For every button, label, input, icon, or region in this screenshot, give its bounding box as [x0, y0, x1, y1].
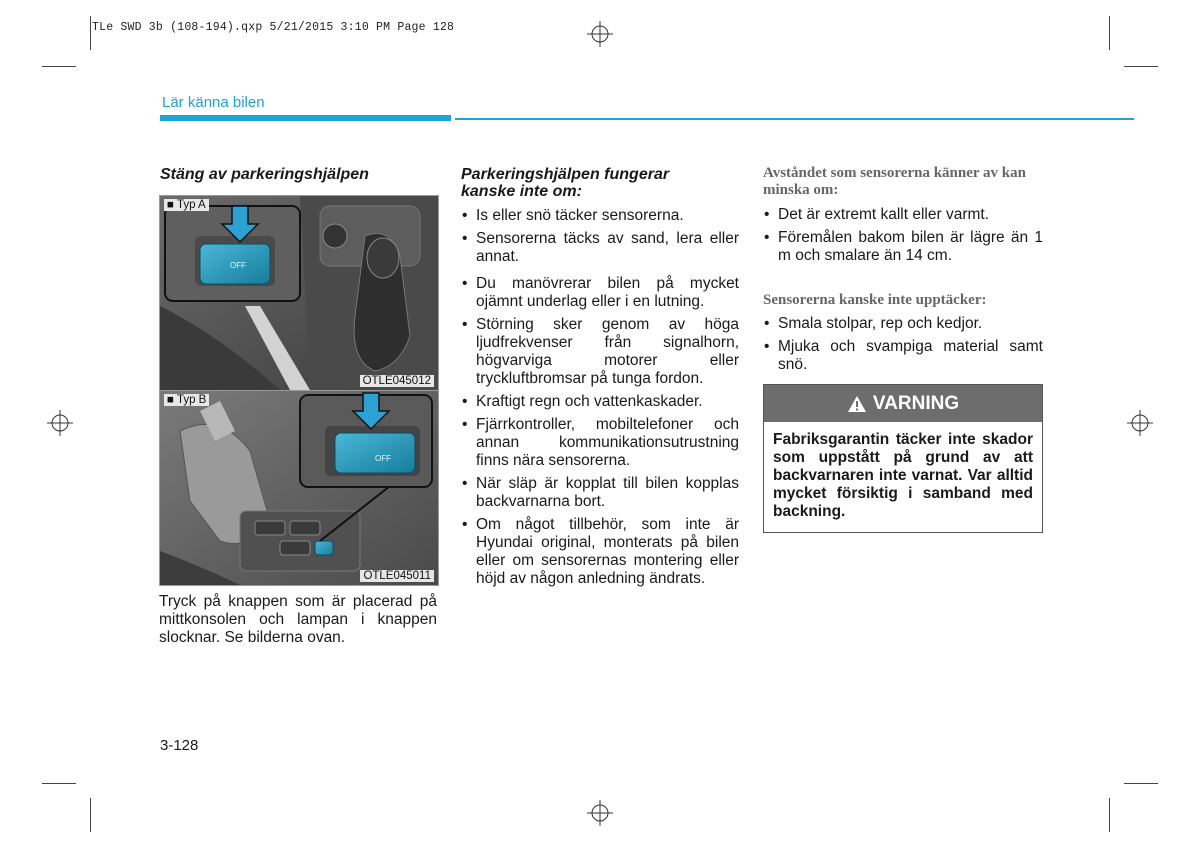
figure-label: ■ Typ A — [164, 199, 209, 211]
warning-box — [763, 384, 1043, 533]
console-illustration-b — [160, 391, 438, 585]
button-off-label: OFF — [375, 454, 391, 463]
list-item: • Det är extremt kallt eller varmt. — [763, 206, 1043, 224]
warning-title: VARNING — [872, 392, 960, 414]
registration-mark-icon — [587, 800, 613, 826]
column3-heading1: Avståndet som sensorerna känner av kan minska om: — [763, 165, 1026, 198]
crop-mark — [1109, 798, 1110, 832]
list-item: • Om något tillbehör, som inte är Hyundai original, monterats på bilen eller om sensorernas montering eller höjd av någon anledning ändrats. — [461, 516, 739, 588]
list-item: • Is eller snö täcker sensorerna. — [461, 207, 739, 225]
list-item: • Föremålen bakom bilen är lägre än 1 m och smalare än 14 cm. — [763, 229, 1043, 265]
list-item: • När släp är kopplat till bilen kopplas backvarnarna bort. — [461, 475, 739, 511]
figure-type-a — [159, 195, 439, 391]
warning-header — [764, 385, 1042, 422]
list-item: • Sensorerna täcks av sand, lera eller annat. — [461, 230, 739, 266]
column1-heading: Stäng av parkeringshjälpen — [160, 166, 369, 183]
button-off-label: OFF — [230, 261, 246, 270]
warning-triangle-icon — [847, 395, 867, 413]
column3-list1 — [763, 206, 1043, 270]
list-item: • Kraftigt regn och vattenkaskader. — [461, 393, 739, 411]
crop-mark — [42, 783, 76, 784]
console-illustration-a — [160, 196, 438, 390]
column2-list — [461, 207, 739, 593]
list-item: • Fjärrkontroller, mobiltelefoner och annan kommunikationsutrustning finns nära sensorerna. — [461, 416, 739, 470]
crop-mark — [1124, 783, 1158, 784]
header-rule-thick — [160, 115, 451, 121]
page-number: 3-128 — [160, 737, 199, 754]
list-item: • Smala stolpar, rep och kedjor. — [763, 315, 1043, 333]
figure-type-b — [159, 390, 439, 586]
crop-mark — [90, 16, 91, 50]
figure-a-label: Typ A — [176, 199, 206, 211]
registration-mark-icon — [1127, 410, 1153, 436]
crop-mark — [1109, 16, 1110, 50]
crop-mark — [90, 798, 91, 832]
list-item: • Mjuka och svampiga material samt snö. — [763, 338, 1043, 374]
registration-mark-icon — [47, 410, 73, 436]
list-item: • Du manövrerar bilen på mycket ojämnt underlag eller i en lutning. — [461, 275, 739, 311]
column3-list2 — [763, 315, 1043, 379]
column2-heading: Parkeringshjälpen fungerar kanske inte om: — [461, 166, 670, 200]
crop-mark — [1124, 66, 1158, 67]
crop-mark — [42, 66, 76, 67]
figure-code: OTLE045011 — [360, 570, 434, 582]
warning-text: Fabriksgarantin täcker inte skador som uppstått på grund av att backvarnaren inte varnat. Var alltid mycket försiktig i samband med backning. — [773, 431, 1033, 520]
figure-b-label: Typ B — [176, 394, 207, 406]
column1-body: Tryck på knappen som är placerad på mittkonsolen och lampan i knappen slocknar. Se bilderna ovan. — [159, 593, 437, 646]
figure-code: OTLE045012 — [360, 375, 434, 387]
registration-mark-icon — [587, 21, 613, 47]
list-item: • Störning sker genom av höga ljudfrekvenser från signalhorn, högvarviga motorer eller tryckluftbromsar på tunga fordon. — [461, 316, 739, 388]
column3-heading2: Sensorerna kanske inte upptäcker: — [763, 292, 987, 308]
header-rule-thin — [455, 118, 1134, 120]
print-slug: TLe SWD 3b (108-194).qxp 5/21/2015 3:10 PM Page 128 — [92, 21, 455, 34]
figure-label: ■ Typ B — [164, 394, 209, 406]
section-title: Lär känna bilen — [162, 94, 265, 111]
